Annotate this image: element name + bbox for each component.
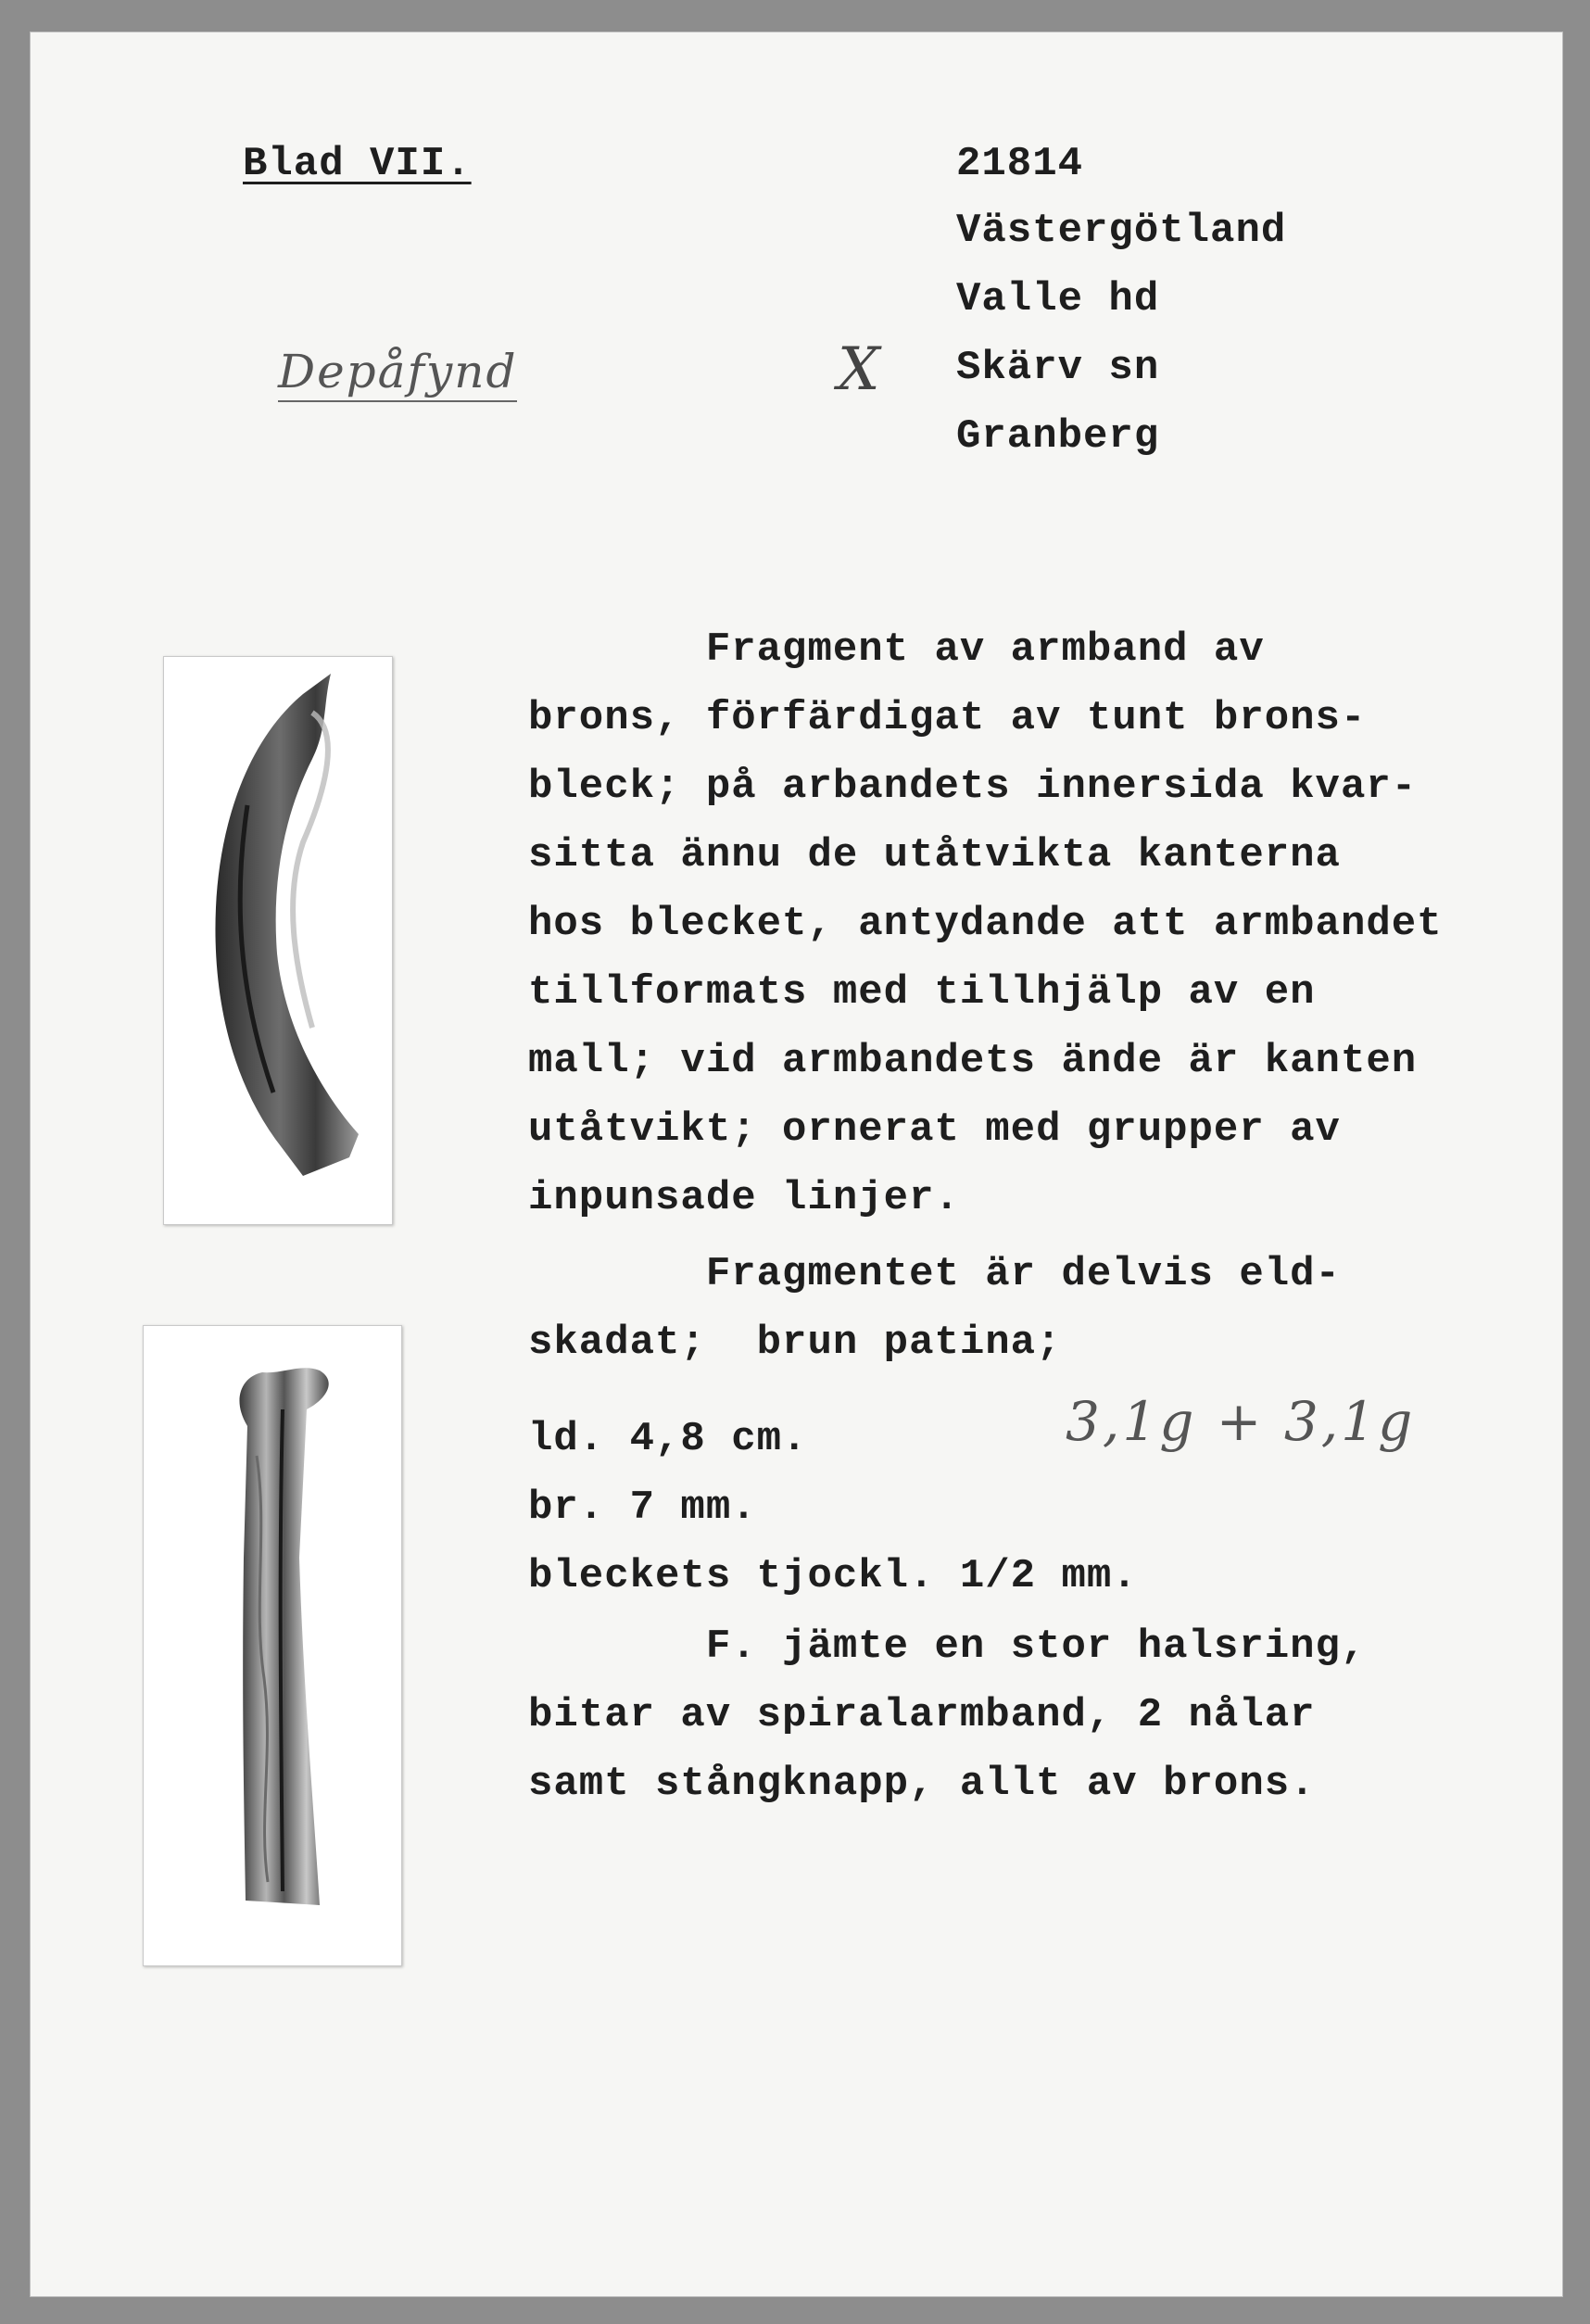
description-line-10: Fragmentet är delvis eld-	[528, 1251, 1341, 1297]
find-context-line-2: bitar av spiralarmband, 2 nålar	[528, 1692, 1316, 1738]
location-parish: Skärv sn	[956, 345, 1160, 391]
description-line-4: sitta ännu de utåtvikta kanterna	[528, 832, 1341, 878]
catalog-number: 21814	[956, 141, 1084, 187]
straight-bronze-fragment-photo	[143, 1325, 402, 1966]
description-line-2: brons, förfärdigat av tunt brons-	[528, 695, 1367, 741]
location-site: Granberg	[956, 413, 1160, 460]
handwritten-mark: X	[838, 335, 880, 404]
location-province: Västergötland	[956, 208, 1287, 254]
sheet-label: Blad VII.	[243, 141, 472, 187]
find-context-line-1: F. jämte en stor halsring,	[528, 1623, 1367, 1670]
description-line-8: utåtvikt; ornerat med grupper av	[528, 1106, 1341, 1153]
handwritten-category: Depåfynd	[278, 345, 517, 402]
description-line-3: bleck; på arbandets innersida kvar-	[528, 764, 1418, 810]
find-context-line-3: samt stångknapp, allt av brons.	[528, 1761, 1316, 1807]
curved-bronze-fragment-photo	[163, 656, 393, 1225]
description-line-1: Fragment av armband av	[528, 626, 1265, 673]
description-line-7: mall; vid armbandets ände är kanten	[528, 1038, 1418, 1084]
description-line-9: inpunsade linjer.	[528, 1175, 960, 1221]
description-line-11: skadat; brun patina;	[528, 1320, 1062, 1366]
description-line-6: tillformats med tillhjälp av en	[528, 969, 1316, 1016]
measure-length: ld. 4,8 cm.	[528, 1416, 808, 1462]
location-district: Valle hd	[956, 276, 1160, 322]
measure-width: br. 7 mm.	[528, 1484, 757, 1531]
measure-thickness: bleckets tjockl. 1/2 mm.	[528, 1553, 1138, 1599]
handwritten-weight: 3,1g + 3,1g	[1066, 1390, 1416, 1453]
description-line-5: hos blecket, antydande att armbandet	[528, 901, 1443, 947]
